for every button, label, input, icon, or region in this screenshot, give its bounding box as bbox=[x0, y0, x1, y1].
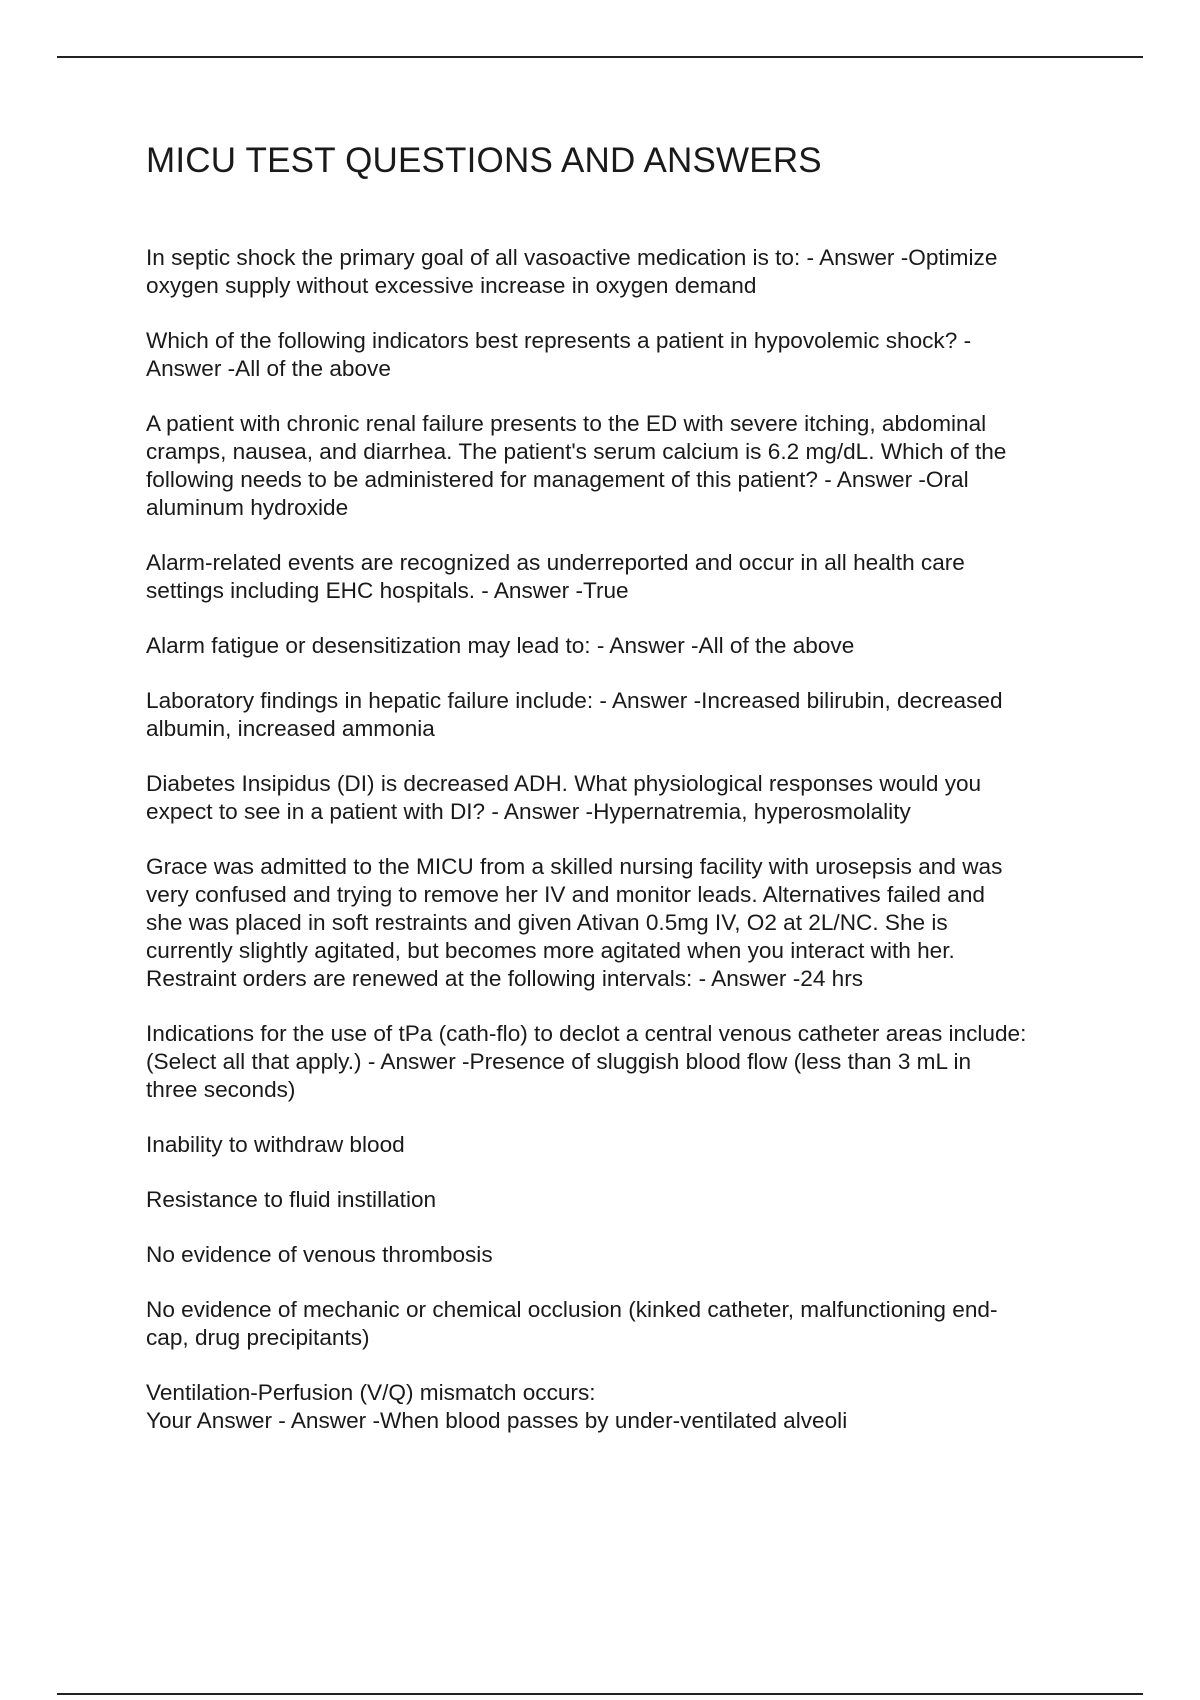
qa-item: Indications for the use of tPa (cath-flo) to declot a central venous catheter areas include: (Select all that apply.) - Answer -Presence of sluggish blood flow (less than 3 mL in three seconds) bbox=[146, 1021, 1027, 1102]
qa-item: Which of the following indicators best represents a patient in hypovolemic shock? - Answer -All of the above bbox=[146, 328, 972, 381]
qa-list bbox=[146, 244, 1096, 1435]
qa-item: Alarm fatigue or desensitization may lead to: - Answer -All of the above bbox=[146, 633, 855, 658]
qa-item: Resistance to fluid instillation bbox=[146, 1187, 437, 1212]
top-rule bbox=[57, 56, 1143, 58]
qa-item: Diabetes Insipidus (DI) is decreased ADH. What physiological responses would you expect to see in a patient with DI? - Answer -Hypernatremia, hyperosmolality bbox=[146, 771, 982, 824]
qa-item: No evidence of venous thrombosis bbox=[146, 1242, 493, 1267]
qa-item: A patient with chronic renal failure presents to the ED with severe itching, abdominal cramps, nausea, and diarrhea. The patient's serum calcium is 6.2 mg/dL. Which of the following needs to be administered for management of this patient? - Answer -Oral aluminum hydroxide bbox=[146, 411, 1007, 520]
qa-item: Alarm-related events are recognized as underreported and occur in all health care settings including EHC hospitals. - Answer -True bbox=[146, 550, 965, 603]
qa-item: No evidence of mechanic or chemical occlusion (kinked catheter, malfunctioning end- cap, drug precipitants) bbox=[146, 1297, 998, 1350]
qa-item: Ventilation-Perfusion (V/Q) mismatch occurs: Your Answer - Answer -When blood passes by under-ventilated alveoli bbox=[146, 1380, 848, 1433]
bottom-rule bbox=[57, 1693, 1143, 1695]
document-title: MICU TEST QUESTIONS AND ANSWERS bbox=[146, 141, 822, 180]
qa-item: Inability to withdraw blood bbox=[146, 1132, 405, 1157]
qa-item: In septic shock the primary goal of all vasoactive medication is to: - Answer -Optimize oxygen supply without excessive increase in oxygen demand bbox=[146, 245, 998, 298]
qa-item: Laboratory findings in hepatic failure include: - Answer -Increased bilirubin, decreased albumin, increased ammonia bbox=[146, 688, 1003, 741]
qa-item: Grace was admitted to the MICU from a skilled nursing facility with urosepsis and was very confused and trying to remove her IV and monitor leads. Alternatives failed and she was placed in soft restraints and given Ativan 0.5mg IV, O2 at 2L/NC. She is currently slightly agitated, but becomes more agitated when you interact with her. Restraint orders are renewed at the following intervals: - Answer -24 hrs bbox=[146, 854, 1003, 991]
document-body bbox=[146, 140, 1096, 1462]
